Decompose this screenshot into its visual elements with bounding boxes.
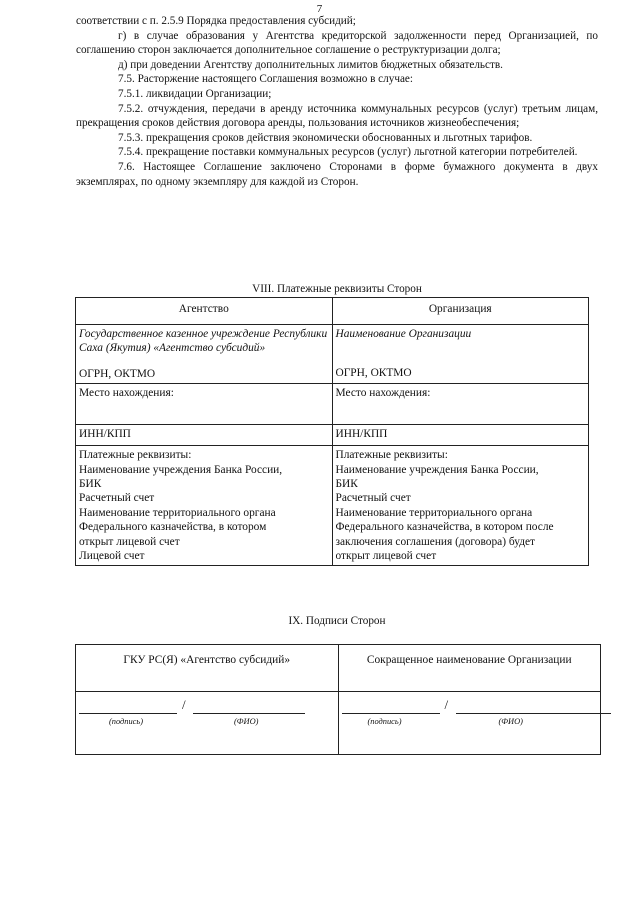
agency-name: Государственное казенное учреждение Республики Саха (Якутия) «Агентство субсидий» [79, 328, 328, 355]
name-line [193, 713, 305, 714]
payment-title: Платежные реквизиты: [79, 449, 192, 462]
paragraph: д) при доведении Агентству дополнительных лимитов бюджетных обязательств. [118, 58, 503, 71]
paragraph: соответствии с п. 2.5.9 Порядка предоставления субсидий; [76, 15, 356, 27]
slash: / [182, 697, 186, 712]
paragraph: 7.6. Настоящее Соглашение заключено Сторонами в форме бумажного документа в двух экземплярах, по одному экземпляру для каждой из Сторон. [76, 160, 598, 188]
section-8-title: VIII. Платежные реквизиты Сторон [252, 283, 422, 295]
agency-column-header: Агентство [76, 298, 333, 325]
slash: / [444, 697, 449, 712]
paragraph: г) в случае образования у Агентства кредиторской задолженности перед Организацией, по соглашению сторон заключается дополнительное соглашение о реструктуризации долга; [76, 29, 598, 57]
treasury-label: Федерального казначейства, в котором после [335, 521, 554, 534]
signature-line [79, 713, 177, 714]
paragraph: 7.5.3. прекращения сроков действия экономически обоснованных и льготных тарифов. [118, 131, 533, 144]
payment-details-table [75, 297, 589, 566]
agreement-text [76, 14, 598, 189]
account-label: Расчетный счет [335, 492, 411, 505]
treasury-label: открыт лицевой счет [335, 550, 437, 563]
section-9-title: IX. Подписи Сторон [288, 615, 386, 627]
payment-title: Платежные реквизиты: [335, 449, 448, 462]
organization-signature-cell [338, 692, 601, 755]
treasury-label: заключения соглашения (договора) будет [335, 535, 536, 548]
signatures-table [75, 644, 601, 755]
name-line [456, 713, 611, 714]
organization-location: Место нахождения: [332, 384, 589, 425]
bik-label: БИК [335, 478, 358, 491]
page-number: 7 [316, 3, 323, 15]
agency-ogrn: ОГРН, ОКТМО [79, 367, 156, 380]
signature-caption: (подпись) [109, 717, 143, 726]
treasury-label: Наименование территориального органа [335, 506, 533, 519]
account-label: Расчетный счет [79, 492, 155, 505]
treasury-label: Федерального казначейства, в котором [79, 521, 267, 534]
agency-inn: ИНН/КПП [76, 425, 333, 446]
organization-payment-details [332, 446, 589, 566]
bank-name-label: Наименование учреждения Банка России, [79, 463, 283, 476]
bik-label: БИК [79, 478, 102, 491]
treasury-label: Наименование территориального органа [79, 506, 276, 519]
organization-column-header: Организация [332, 298, 589, 325]
paragraph: 7.5. Расторжение настоящего Соглашения возможно в случае: [118, 73, 413, 86]
agency-signature-header: ГКУ РС(Я) «Агентство субсидий» [76, 645, 339, 692]
signature-caption: (подпись) [367, 717, 402, 726]
signature-line [342, 713, 440, 714]
agency-name-cell [76, 325, 333, 384]
organization-signature-header: Сокращенное наименование Организации [338, 645, 601, 692]
name-caption: (ФИО) [234, 717, 259, 726]
paragraph: 7.5.4. прекращение поставки коммунальных ресурсов (услуг) льготной категории потребителей. [118, 146, 578, 159]
organization-inn: ИНН/КПП [332, 425, 589, 446]
name-caption: (ФИО) [498, 717, 523, 726]
agency-payment-details [76, 446, 333, 566]
organization-ogrn: ОГРН, ОКТМО [335, 367, 412, 380]
bank-name-label: Наименование учреждения Банка России, [335, 463, 539, 476]
agency-location: Место нахождения: [76, 384, 333, 425]
agency-signature-cell [76, 692, 339, 755]
organization-name-cell [332, 325, 589, 384]
treasury-label: открыт лицевой счет [79, 535, 180, 548]
personal-account-label: Лицевой счет [79, 550, 145, 563]
paragraph: 7.5.1. ликвидации Организации; [118, 87, 272, 100]
paragraph: 7.5.2. отчуждения, передачи в аренду источника коммунальных ресурсов (услуг) третьим лицам, прекращения сроков действия договора аренды, пользования источников жизнеобеспечения; [76, 102, 598, 130]
organization-name: Наименование Организации [335, 328, 472, 340]
